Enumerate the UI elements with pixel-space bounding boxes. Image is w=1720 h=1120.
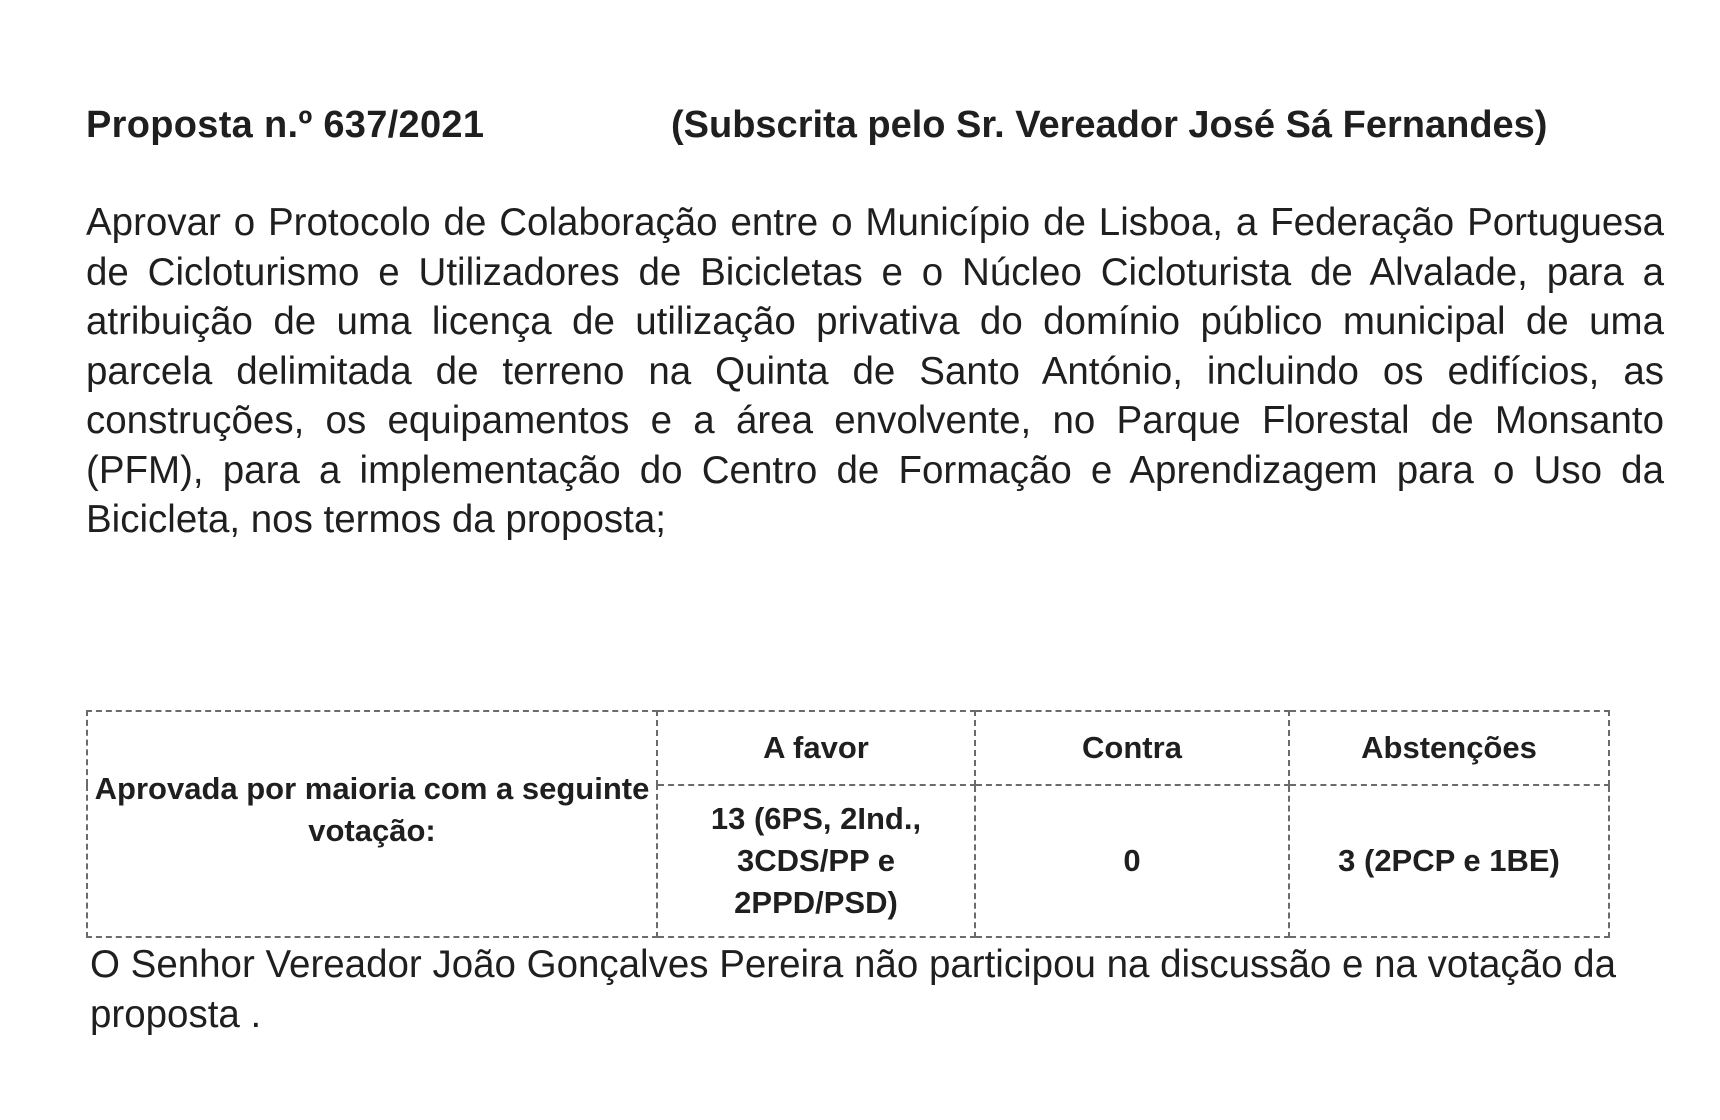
header-in-favor: A favor bbox=[657, 711, 975, 785]
non-participation-note: O Senhor Vereador João Gonçalves Pereira não participou na discussão e na votação da proposta . bbox=[90, 943, 1616, 1036]
vote-table-header-row bbox=[87, 711, 1609, 785]
proposal-subscriber: (Subscrita pelo Sr. Vereador José Sá Fernandes) bbox=[671, 104, 1548, 146]
proposal-header bbox=[86, 100, 1664, 200]
approval-statement-bold: Aprovada por maioria bbox=[94, 771, 416, 806]
approval-statement bbox=[87, 711, 657, 937]
value-in-favor: 13 (6PS, 2Ind., 3CDS/PP e 2PPD/PSD) bbox=[710, 801, 922, 920]
proposal-number: Proposta n.º 637/2021 bbox=[86, 104, 485, 146]
value-abstentions: 3 (2PCP e 1BE) bbox=[1289, 785, 1609, 937]
header-abstentions: Abstenções bbox=[1289, 711, 1609, 785]
value-against: 0 bbox=[975, 785, 1289, 937]
value-in-favor-cell bbox=[657, 785, 975, 937]
approval-statement-rest: com a seguinte votação: bbox=[308, 771, 650, 848]
proposal-body-text: Aprovar o Protocolo de Colaboração entre o Município de Lisboa, a Federação Portuguesa de Cicloturismo e Utilizadores de Bicicletas e o Núcleo Cicloturista de Alvalade, para a atribuição de uma licença de utilização privativa do domínio público municipal de uma parcela delimitada de terreno na Quinta de Santo António, incluindo os edifícios, as construções, os equipamentos e a área envolvente, no Parque Florestal de Monsanto (PFM), para a implementação do Centro de Formação e Aprendizagem para o Uso da Bicicleta, nos termos da proposta; bbox=[86, 201, 1664, 541]
vote-table bbox=[86, 710, 1610, 938]
header-against: Contra bbox=[975, 711, 1289, 785]
